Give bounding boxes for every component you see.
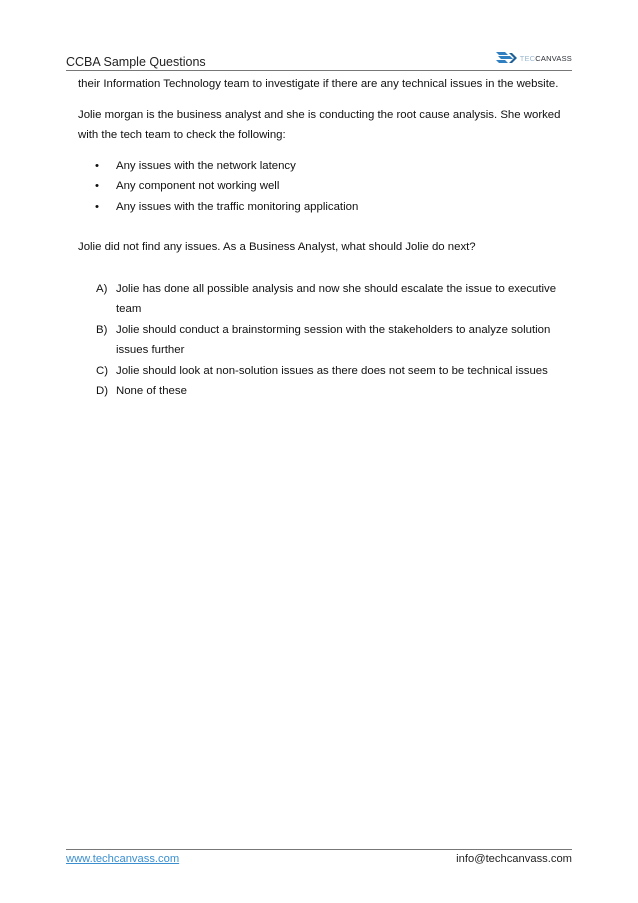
bullet-item [78, 156, 568, 177]
logo-text-dark: CANVASS [535, 53, 572, 63]
answer-option-a [78, 279, 568, 320]
header-title: CCBA Sample Questions [66, 55, 206, 69]
option-text: Jolie should conduct a brainstorming session with the stakeholders to analyze solution issues further [116, 323, 551, 356]
answer-option-d [78, 381, 568, 402]
answer-option-c [78, 361, 568, 382]
paragraph-context: their Information Technology team to investigate if there are any technical issues in the website. [78, 78, 559, 90]
bullet-list [78, 156, 568, 218]
option-letter: D) [96, 385, 109, 397]
answer-option-b [78, 320, 568, 361]
page-content [78, 74, 568, 402]
question-text: Jolie did not find any issues. As a Business Analyst, what should Jolie do next? [78, 241, 476, 253]
option-letter: B) [96, 323, 108, 336]
page-footer [66, 849, 572, 870]
footer-email: info@techcanvass.com [456, 853, 572, 865]
option-letter: A) [96, 282, 108, 295]
page-header [66, 50, 572, 71]
option-text: None of these [116, 385, 187, 397]
logo-text-light: TEC [519, 53, 536, 63]
bullet-item [78, 176, 568, 197]
bullet-icon: • [95, 200, 99, 213]
option-letter: C) [96, 364, 109, 377]
techcanvass-logo-icon [496, 51, 518, 65]
logo-text [520, 54, 572, 63]
option-text: Jolie should look at non-solution issues as there does not seem to be technical issues [116, 364, 548, 377]
techcanvass-logo [496, 50, 572, 66]
answer-options [78, 279, 568, 402]
bullet-icon: • [95, 159, 99, 172]
website-link[interactable]: www.techcanvass.com [66, 853, 180, 865]
option-text: Jolie has done all possible analysis and now she should escalate the issue to executive team [116, 282, 557, 315]
bullet-item [78, 197, 568, 218]
paragraph-scenario: Jolie morgan is the business analyst and she is conducting the root cause analysis. She worked with the tech team to check the following: [78, 108, 561, 141]
bullet-text: Any issues with the traffic monitoring application [116, 200, 359, 213]
bullet-text: Any component not working well [116, 180, 280, 192]
bullet-text: Any issues with the network latency [116, 159, 296, 172]
bullet-icon: • [95, 180, 99, 192]
